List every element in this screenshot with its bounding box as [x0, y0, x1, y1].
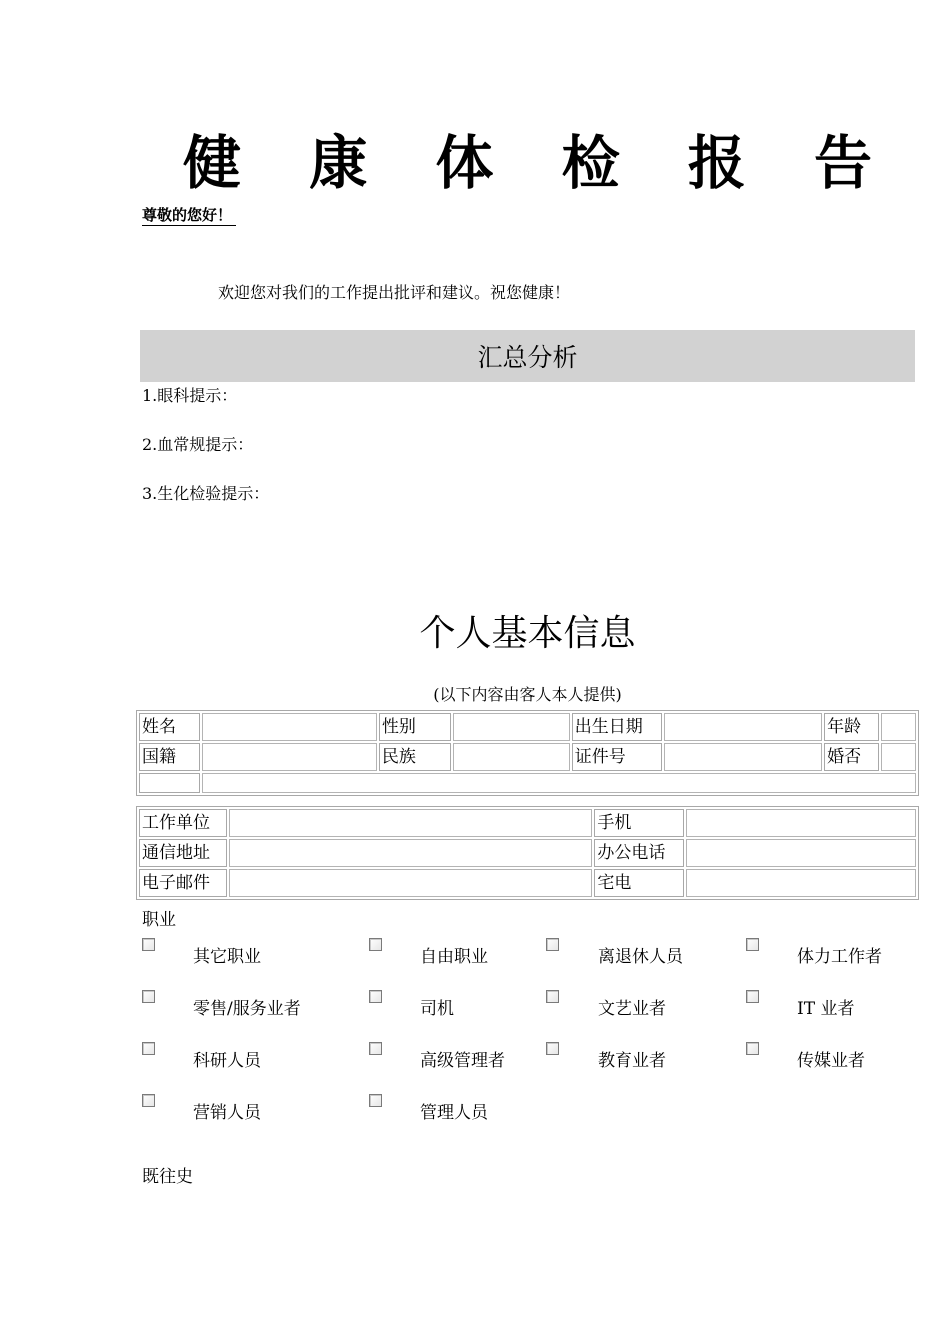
checkbox[interactable] — [746, 1042, 759, 1055]
occupation-option[interactable] — [546, 938, 738, 967]
checkbox[interactable] — [546, 990, 559, 1003]
occupation-option[interactable] — [746, 938, 937, 967]
checkbox[interactable] — [546, 938, 559, 951]
occupation-option-label: 传媒业者 — [797, 1051, 865, 1071]
checkbox[interactable] — [746, 938, 759, 951]
birth-date-field[interactable] — [664, 713, 823, 741]
work-unit-label: 工作单位 — [139, 809, 227, 837]
occupation-option[interactable] — [369, 990, 560, 1019]
contact-info-table — [136, 806, 919, 900]
mobile-field[interactable] — [686, 809, 916, 837]
checkbox[interactable] — [746, 990, 759, 1003]
occupation-option-label: 营销人员 — [193, 1103, 261, 1123]
marital-label: 婚否 — [824, 743, 879, 771]
occupation-option-label: IT 业者 — [797, 999, 855, 1019]
id-number-field[interactable] — [664, 743, 823, 771]
age-field[interactable] — [881, 713, 916, 741]
checkbox[interactable] — [142, 990, 155, 1003]
nationality-label: 国籍 — [139, 743, 200, 771]
email-label: 电子邮件 — [139, 869, 227, 897]
extra-field[interactable] — [202, 773, 916, 793]
checkbox[interactable] — [546, 1042, 559, 1055]
checkbox[interactable] — [369, 990, 382, 1003]
checkbox[interactable] — [142, 1094, 155, 1107]
summary-heading: 汇总分析 — [140, 330, 915, 382]
gender-field[interactable] — [453, 713, 570, 741]
occupation-option[interactable] — [746, 1042, 937, 1071]
report-title: 健 康 体 检 报 告 — [183, 129, 896, 197]
occupation-option[interactable] — [142, 938, 333, 967]
greeting-text: 尊敬的您好！ — [142, 205, 236, 226]
marital-field[interactable] — [881, 743, 916, 771]
occupation-option[interactable] — [369, 1094, 560, 1123]
home-phone-field[interactable] — [686, 869, 916, 897]
occupation-option[interactable] — [546, 990, 738, 1019]
blood-routine-hint: 2.血常规提示： — [142, 435, 254, 454]
checkbox[interactable] — [369, 938, 382, 951]
occupation-option-label: 管理人员 — [420, 1103, 488, 1123]
address-label: 通信地址 — [139, 839, 227, 867]
occupation-option-label: 高级管理者 — [420, 1051, 505, 1071]
work-unit-field[interactable] — [229, 809, 593, 837]
occupation-option[interactable] — [142, 990, 333, 1019]
occupation-option[interactable] — [142, 1042, 333, 1071]
checkbox[interactable] — [142, 938, 155, 951]
basic-info-table — [136, 710, 919, 796]
extra-label-cell — [139, 773, 200, 793]
occupation-option[interactable] — [369, 1042, 560, 1071]
occupation-option-label: 自由职业 — [420, 947, 488, 967]
office-phone-field[interactable] — [686, 839, 916, 867]
home-phone-label: 宅电 — [594, 869, 684, 897]
eye-exam-hint: 1.眼科提示： — [142, 386, 238, 405]
checkbox[interactable] — [369, 1042, 382, 1055]
occupation-option-label: 其它职业 — [193, 947, 261, 967]
nationality-field[interactable] — [202, 743, 377, 771]
gender-label: 性别 — [379, 713, 451, 741]
name-label: 姓名 — [139, 713, 200, 741]
occupation-option-label: 离退休人员 — [598, 947, 683, 967]
mobile-label: 手机 — [594, 809, 684, 837]
biochem-hint: 3.生化检验提示： — [142, 484, 270, 503]
occupation-option-label: 文艺业者 — [598, 999, 666, 1019]
checkbox[interactable] — [369, 1094, 382, 1107]
address-field[interactable] — [229, 839, 593, 867]
occupation-option[interactable] — [142, 1094, 333, 1123]
id-number-label: 证件号 — [572, 743, 662, 771]
birth-date-label: 出生日期 — [572, 713, 662, 741]
personal-info-heading: 个人基本信息 — [419, 613, 636, 654]
ethnicity-label: 民族 — [379, 743, 451, 771]
occupation-label: 职业 — [142, 910, 176, 930]
ethnicity-field[interactable] — [453, 743, 570, 771]
age-label: 年龄 — [824, 713, 879, 741]
occupation-option-label: 司机 — [420, 999, 454, 1019]
occupation-option[interactable] — [746, 990, 937, 1019]
occupation-option-label: 体力工作者 — [797, 947, 882, 967]
personal-info-subheading: (以下内容由客人本人提供) — [433, 685, 622, 704]
welcome-text: 欢迎您对我们的工作提出批评和建议。祝您健康！ — [218, 283, 571, 302]
office-phone-label: 办公电话 — [594, 839, 684, 867]
occupation-option-label: 科研人员 — [193, 1051, 261, 1071]
occupation-option-label: 零售/服务业者 — [193, 999, 301, 1019]
email-field[interactable] — [229, 869, 593, 897]
occupation-option-label: 教育业者 — [598, 1051, 666, 1071]
occupation-option[interactable] — [369, 938, 560, 967]
occupation-option[interactable] — [546, 1042, 738, 1071]
medical-history-label: 既往史 — [142, 1167, 193, 1187]
checkbox[interactable] — [142, 1042, 155, 1055]
name-field[interactable] — [202, 713, 377, 741]
